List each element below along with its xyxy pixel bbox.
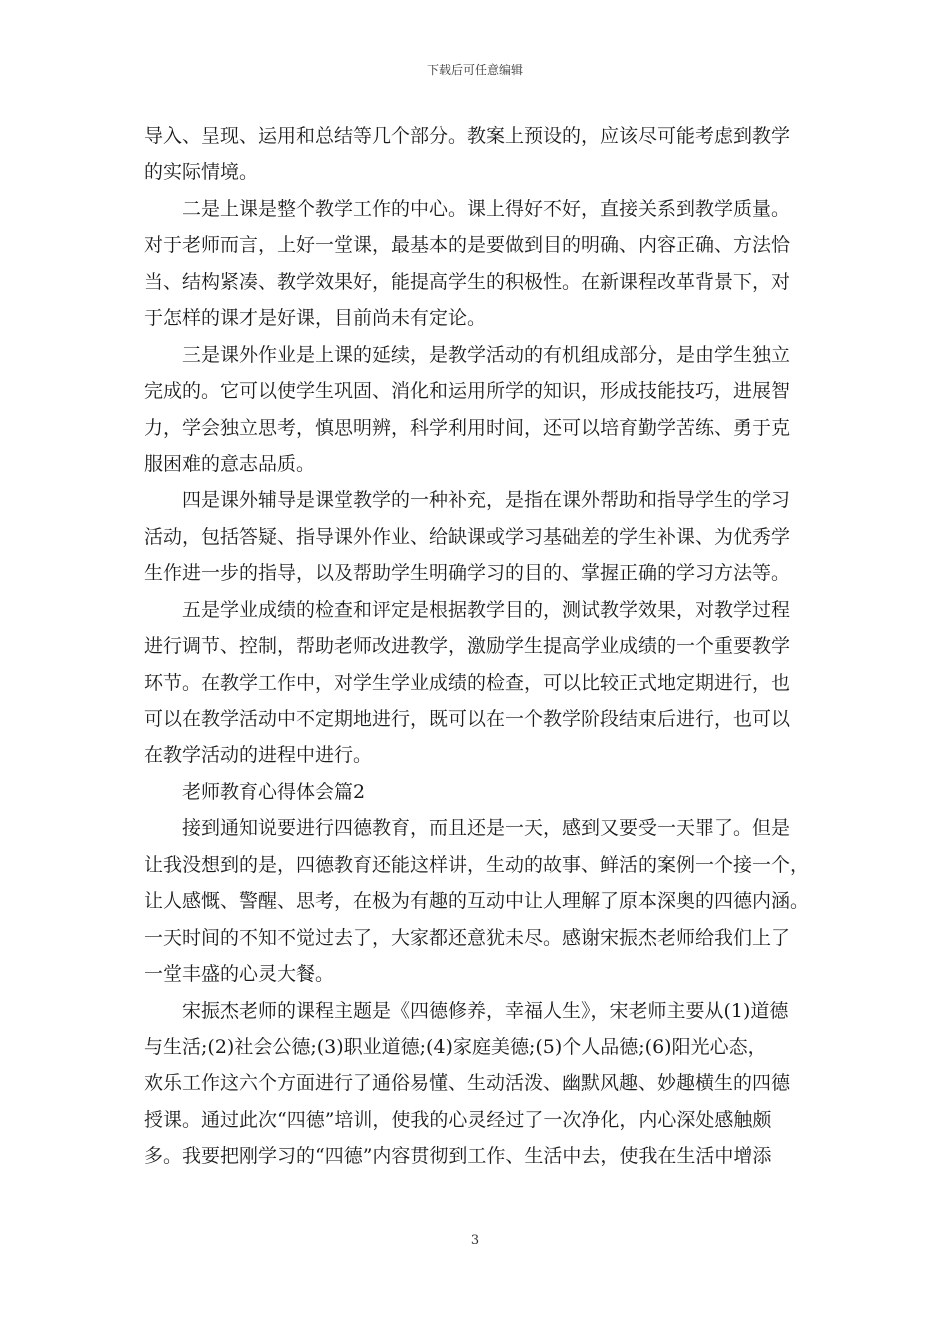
text-line: 当、结构紧凑、教学效果好，能提高学生的积极性。在新课程改革背景下，对 — [144, 270, 791, 293]
text-line: 在教学活动的进程中进行。 — [144, 744, 373, 767]
text-line: 欢乐工作这六个方面进行了通俗易懂、生动活泼、幽默风趣、妙趣横生的四德 — [144, 1072, 791, 1095]
text-line: 让人感慨、警醒、思考，在极为有趣的互动中让人理解了原本深奥的四德内涵。 — [144, 890, 810, 913]
text-line: 与生活;(2)社会公德;(3)职业道德;(4)家庭美德;(5)个人品德;(6)阳光心态， — [144, 1035, 767, 1058]
text-line: 二是上课是整个教学工作的中心。课上得好不好，直接关系到教学质量。 — [182, 197, 791, 220]
document-body — [144, 118, 808, 1175]
text-line: 力，学会独立思考，慎思明辨，科学利用时间，还可以培育勤学苦练、勇于克 — [144, 416, 791, 439]
text-line: 宋振杰老师的课程主题是《四德修养，幸福人生》，宋老师主要从(1)道德 — [182, 999, 789, 1022]
text-line: 可以在教学活动中不定期地进行，既可以在一个教学阶段结束后进行，也可以 — [144, 708, 791, 730]
text-line: 完成的。它可以使学生巩固、消化和运用所学的知识，形成技能技巧，进展智 — [144, 380, 791, 403]
text-line: 对于老师而言，上好一堂课，最基本的是要做到目的明确、内容正确、方法恰 — [144, 234, 791, 257]
text-line: 三是课外作业是上课的延续，是教学活动的有机组成部分，是由学生独立 — [182, 343, 791, 366]
text-line: 老师教育心得体会篇2 — [182, 780, 366, 803]
text-line: 的实际情境。 — [144, 161, 259, 184]
text-line: 服困难的意志品质。 — [144, 452, 316, 475]
text-line: 活动，包括答疑、指导课外作业、给缺课或学习基础差的学生补课、为优秀学 — [144, 525, 791, 548]
text-line: 让我没想到的是，四德教育还能这样讲，生动的故事、鲜活的案例一个接一个， — [144, 853, 810, 876]
text-line: 授课。通过此次“四德”培训，使我的心灵经过了一次净化，内心深处感触颇 — [144, 1108, 772, 1131]
text-line: 四是课外辅导是课堂教学的一种补充，是指在课外帮助和指导学生的学习 — [182, 489, 791, 512]
text-line: 导入、呈现、运用和总结等几个部分。教案上预设的，应该尽可能考虑到教学 — [144, 125, 791, 147]
text-line: 生作进一步的指导，以及帮助学生明确学习的目的、掌握正确的学习方法等。 — [144, 562, 791, 585]
text-line: 环节。在教学工作中，对学生学业成绩的检查，可以比较正式地定期进行，也 — [144, 671, 791, 694]
page-header: 下载后可任意编辑 — [426, 63, 523, 77]
text-line: 一堂丰盛的心灵大餐。 — [144, 963, 335, 986]
page-number: 3 — [470, 1233, 480, 1248]
text-line: 进行调节、控制，帮助老师改进教学，激励学生提高学业成绩的一个重要教学 — [144, 635, 791, 658]
text-line: 接到通知说要进行四德教育，而且还是一天，感到又要受一天罪了。但是 — [182, 817, 791, 840]
text-line: 五是学业成绩的检查和评定是根据教学目的，测试教学效果，对教学过程 — [182, 598, 791, 621]
text-line: 多。我要把刚学习的“四德”内容贯彻到工作、生活中去，使我在生活中增添 — [144, 1145, 772, 1168]
text-line: 于怎样的课才是好课，目前尚未有定论。 — [144, 307, 487, 330]
text-line: 一天时间的不知不觉过去了，大家都还意犹未尽。感谢宋振杰老师给我们上了 — [144, 926, 791, 949]
